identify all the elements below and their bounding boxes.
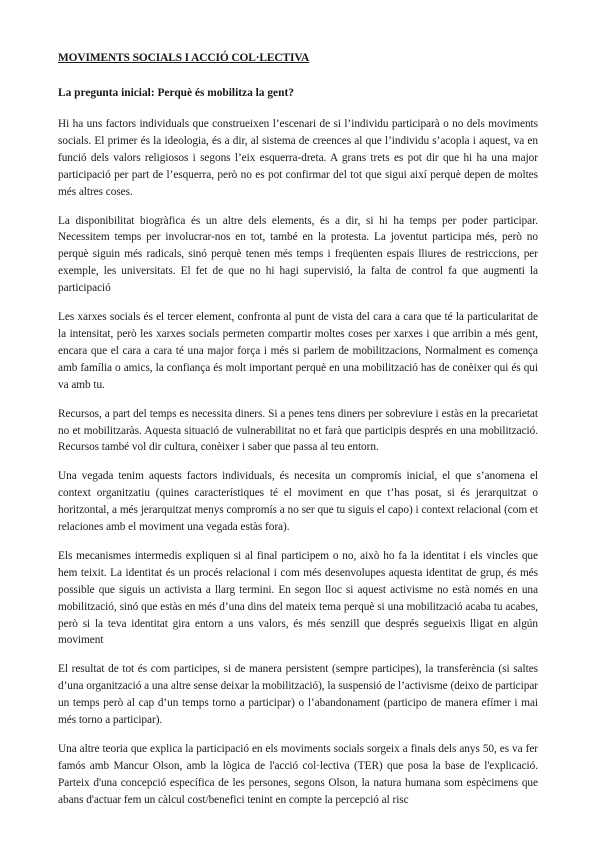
paragraph: Hi ha uns factors individuals que construeixen l’escenari de si l’individu participarà o no dels moviments socials. El primer és la ideologia, és a dir, al sistema de creences al que l’individu s’acopla i aquest, va en funció dels valors religiosos i segons l’eix esquerra-dreta. A grans trets es pot dir que hi ha una major participació per part de l’esquerra, però no es pot confirmar del tot que sigui així perquè depen de moltes més altres coses.: [58, 118, 538, 198]
paragraph: Recursos, a part del temps es necessita diners. Si a penes tens diners per sobreviure i estàs en la precarietat no et mobilitzaràs. Aquesta situació de vulnerabilitat no et farà que participis després en una mobilització. Recursos també vol dir cultura, conèixer i saber que passa al teu entorn.: [58, 407, 538, 454]
paragraph: Una vegada tenim aquests factors individuals, és necesita un compromís inicial, el que s’anomena el context organitzatiu (quines característiques té el moviment en que t’has posat, si és jerarquitzat o horitzontal, a més jerarquitzat menys compromís a no ser que tu siguis el capo) i context relacional (com et relaciones amb el moviment una vegada estàs fora).: [58, 470, 538, 534]
paragraph: El resultat de tot és com participes, si de manera persistent (sempre participes), la transferència (si saltes d’una organització a una altre sense deixar la mobilització), la suspensió de l’activisme (deixo de participar un temps però al cap d’un temps torno a participar) o l’abandonament (participo de manera efímer i mai més torno a participar).: [58, 663, 538, 727]
section-heading: La pregunta inicial: Perquè és mobilitza la gent?: [58, 87, 294, 99]
paragraph: Una altre teoria que explica la participació en els moviments socials sorgeix a finals dels anys 50, es va fer famós amb Mancur Olson, amb la lògica de l'acció col·lectiva (TER) que posa la base de l'explicació. Parteix d'una concepció específica de les persones, segons Olson, la natura humana som espècimens que abans d'actuar fem un càlcul cost/benefici tenint en compte la percepció al risc: [58, 743, 538, 806]
paragraph: Els mecanismes intermedis expliquen si al final participem o no, això ho fa la identitat i els vincles que hem teixit. La identitat és un procés relacional i com més desenvolupes aquesta identitat de grup, és més possible que siguis un activista a llarg termini. En segon lloc si aquest activisme no està només en una mobilització, sinó que estàs en més d’una dins del mateix tema perquè si una mobilització acaba tu acabes, però si la teva identitat gira entorn a uns valors, és més senzill que després segueixis lligat en algún moviment: [58, 549, 538, 647]
paragraph: La disponibilitat biogràfica és un altre dels elements, és a dir, si hi ha temps per poder participar. Necessitem temps per involucrar-nos en tot, també en la protesta. La joventut participa més, però no perquè siguin més radicals, sinó perquè tenen més temps i freqüenten espais lliures de restriccions, per exemple, les universitats. El fet de que no hi hagi supervisió, la falta de control fa que augmenti la participació: [58, 214, 538, 295]
document-title: MOVIMENTS SOCIALS I ACCIÓ COL·LECTIVA: [58, 52, 310, 64]
paragraph: Les xarxes socials és el tercer element, confronta al punt de vista del cara a cara que té la particularitat de la intensitat, però les xarxes socials permeten compartir moltes coses per xarxes i que arribin a més gent, encara que el cara a cara té una major força i més si parlem de mobilitzacions, Normalment es comença amb família o amics, la confiança és molt important perquè en una mobilització has de conèixer qui és qui va amb tu.: [58, 311, 538, 391]
